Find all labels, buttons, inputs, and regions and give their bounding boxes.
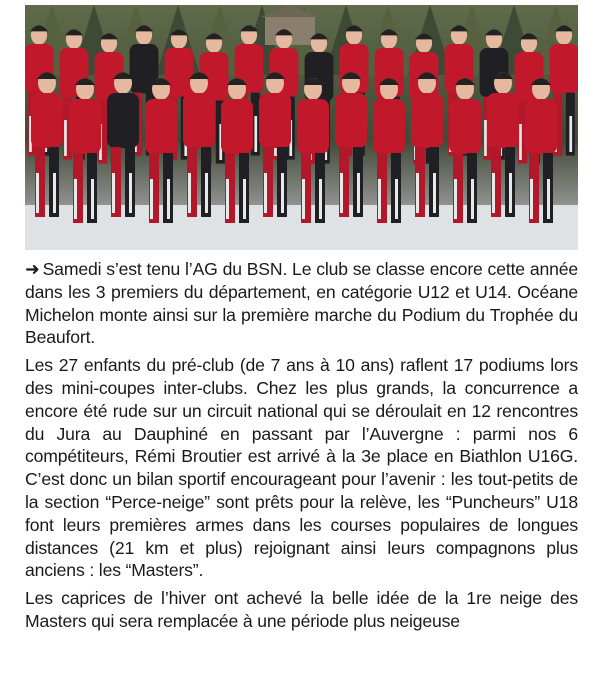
person-front [297,78,329,223]
person-front [107,72,139,217]
person-front [221,78,253,223]
person-front [525,78,557,223]
person-front [373,78,405,223]
person-front [69,78,101,223]
article-body [25,258,578,638]
person-front [31,72,63,217]
person-front [259,72,291,217]
person-front [449,78,481,223]
arrow-right-icon: ➜ [25,259,40,279]
article-paragraph-3: Les caprices de l’hiver ont achevé la belle idée de la 1re neige des Masters qui sera remplacée à une période plus neigeuse [25,588,578,631]
article-paragraph-1 [25,258,578,349]
person-front [411,72,443,217]
article-paragraph-2: Les 27 enfants du pré-club (de 7 ans à 10 ans) raflent 17 podiums lors des mini-coupes inter-clubs. Chez les plus grands, la concurrence a encore été rude sur un circuit national qui se déroulait en 12 rencontres du Jura au Dauphiné en passant par l’Auvergne : parmi nos 6 compétiteurs, Rémi Broutier est arrivé à la 3e place en Biathlon U16G. C’est donc un bilan sportif encourageant pour l’avenir : les tout-petits de la section “Perce-neige” sont prêts pour la relève, les “Puncheurs” U18 font leurs premières armes dans les courses populaires de longues distances (21 km et plus) rejoignant ainsi leurs compagnons plus anciens : les “Masters”. [25,355,578,581]
person-front [145,78,177,223]
person-front [487,72,519,217]
paragraph-text: Samedi s’est tenu l’AG du BSN. Le club se classe encore cette année dans les 3 premiers du département, en catégorie U12 et U14. Océane Michelon monte ainsi sur la première marche du Podium du Trophée du Beaufort. [25,259,578,348]
person-front [335,72,367,217]
team-photo-illustration [25,5,578,250]
person-front [183,72,215,217]
team-photo [25,5,578,250]
